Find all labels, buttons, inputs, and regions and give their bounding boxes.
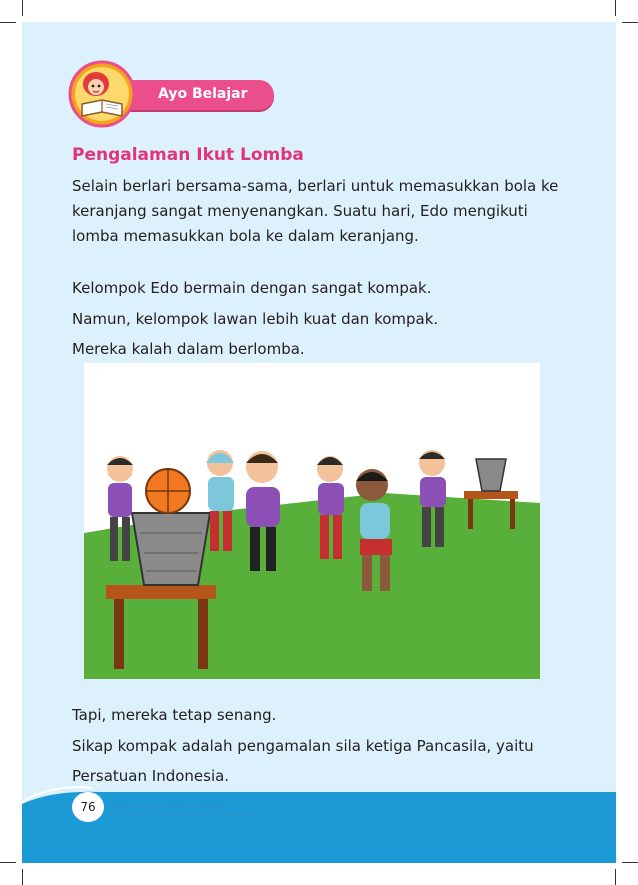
paragraph: Mereka kalah dalam berlomba. <box>72 340 305 358</box>
reading-girl-icon <box>68 60 136 128</box>
crop-mark <box>615 0 616 16</box>
crop-mark <box>622 22 638 23</box>
paragraph: Kelompok Edo bermain dengan sangat kompak. <box>72 279 432 297</box>
crop-mark <box>0 22 16 23</box>
footer-wave <box>22 784 616 863</box>
paragraph: Tapi, mereka tetap senang. <box>72 706 277 724</box>
crop-mark <box>0 862 16 863</box>
crop-mark <box>622 862 638 863</box>
page-number: 76 <box>72 792 104 822</box>
crop-mark <box>22 0 23 16</box>
book-title: Buku Siswa Kelas I SD/MI <box>112 802 225 812</box>
paragraph: Selain berlari bersama-sama, berlari untuk memasukkan bola ke keranjang sangat menyenangkan. Suatu hari, Edo mengikuti lomba memasukkan bola ke dalam keranjang. <box>72 177 559 245</box>
section-badge-label: Ayo Belajar <box>158 86 248 102</box>
crop-mark <box>615 869 616 885</box>
crop-mark <box>22 869 23 885</box>
section-badge <box>128 80 274 110</box>
divider <box>108 815 258 816</box>
paragraph: Sikap kompak adalah pengamalan sila ketiga Pancasila, yaitu Persatuan Indonesia. <box>72 737 534 785</box>
section-heading: Pengalaman Ikut Lomba <box>72 145 304 165</box>
basketball-game-illustration <box>84 363 540 679</box>
paragraph: Namun, kelompok lawan lebih kuat dan kompak. <box>72 310 439 328</box>
